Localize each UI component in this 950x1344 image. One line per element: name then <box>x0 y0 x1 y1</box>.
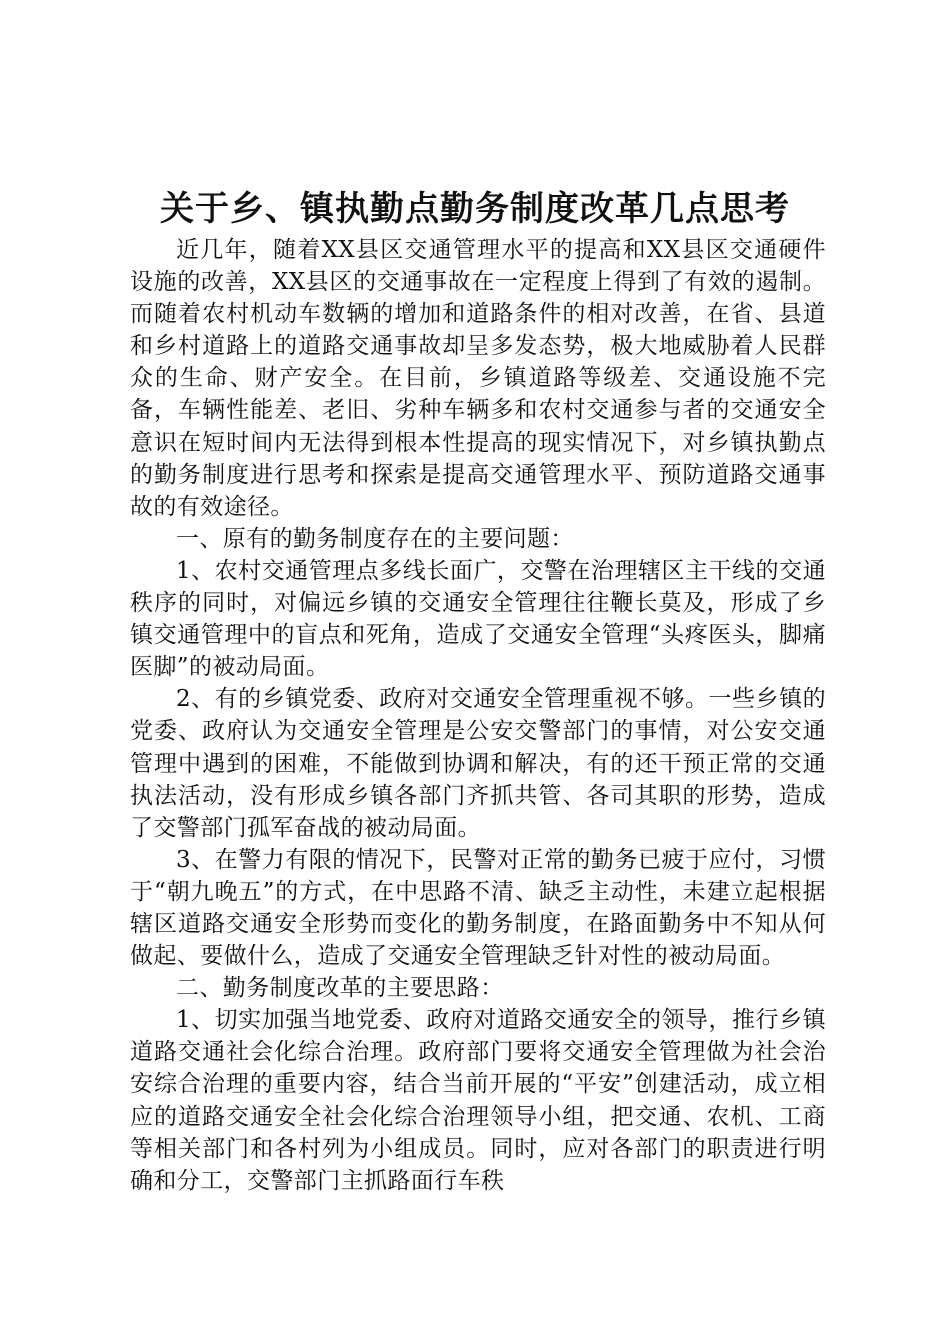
document-title: 关于乡、镇执勤点勤务制度改革几点思考 <box>160 189 790 229</box>
document-body <box>130 234 826 1197</box>
paragraph-problem-1: 1、农村交通管理点多线长面广，交警在治理辖区主干线的交通秩序的同时，对偏远乡镇的交通安全管理往往鞭长莫及，形成了乡镇交通管理中的盲点和死角，造成了交通安全管理“头疼医头，脚痛医脚”的被动局面。 <box>130 557 826 681</box>
paragraph-problem-3: 3、在警力有限的情况下，民警对正常的勤务已疲于应付，习惯于“朝九晚五”的方式，在中思路不清、缺乏主动性，未建立起根据辖区道路交通安全形势而变化的勤务制度，在路面勤务中不知从何做起、要做什么，造成了交通安全管理缺乏针对性的被动局面。 <box>130 846 826 970</box>
paragraph-idea-1: 1、切实加强当地党委、政府对道路交通安全的领导，推行乡镇道路交通社会化综合治理。政府部门要将交通安全管理做为社会治安综合治理的重要内容，结合当前开展的“平安”创建活动，成立相应的道路交通安全社会化综合治理领导小组，把交通、农机、工商等相关部门和各村列为小组成员。同时，应对各部门的职责进行明确和分工，交警部门主抓路面行车秩 <box>130 1007 826 1194</box>
paragraph-problem-2: 2、有的乡镇党委、政府对交通安全管理重视不够。一些乡镇的党委、政府认为交通安全管理是公安交警部门的事情，对公安交通管理中遇到的困难，不能做到协调和解决，有的还干预正常的交通执法活动，没有形成乡镇各部门齐抓共管、各司其职的形势，造成了交警部门孤军奋战的被动局面。 <box>130 686 826 841</box>
section-heading-ideas: 二、勤务制度改革的主要思路： <box>176 975 504 1002</box>
section-heading-problems: 一、原有的勤务制度存在的主要问题： <box>176 525 574 552</box>
paragraph-intro: 近几年，随着XX县区交通管理水平的提高和XX县区交通硬件设施的改善，XX县区的交通事故在一定程度上得到了有效的遏制。而随着农村机动车数辆的增加和道路条件的相对改善，在省、县道和乡村道路上的道路交通事故却呈多发态势，极大地威胁着人民群众的生命、财产安全。在目前，乡镇道路等级差、交通设施不完备，车辆性能差、老旧、劣种车辆多和农村交通参与者的交通安全意识在短时间内无法得到根本性提高的现实情况下，对乡镇执勤点的勤务制度进行思考和探索是提高交通管理水平、预防道路交通事故的有效途径。 <box>130 237 826 520</box>
